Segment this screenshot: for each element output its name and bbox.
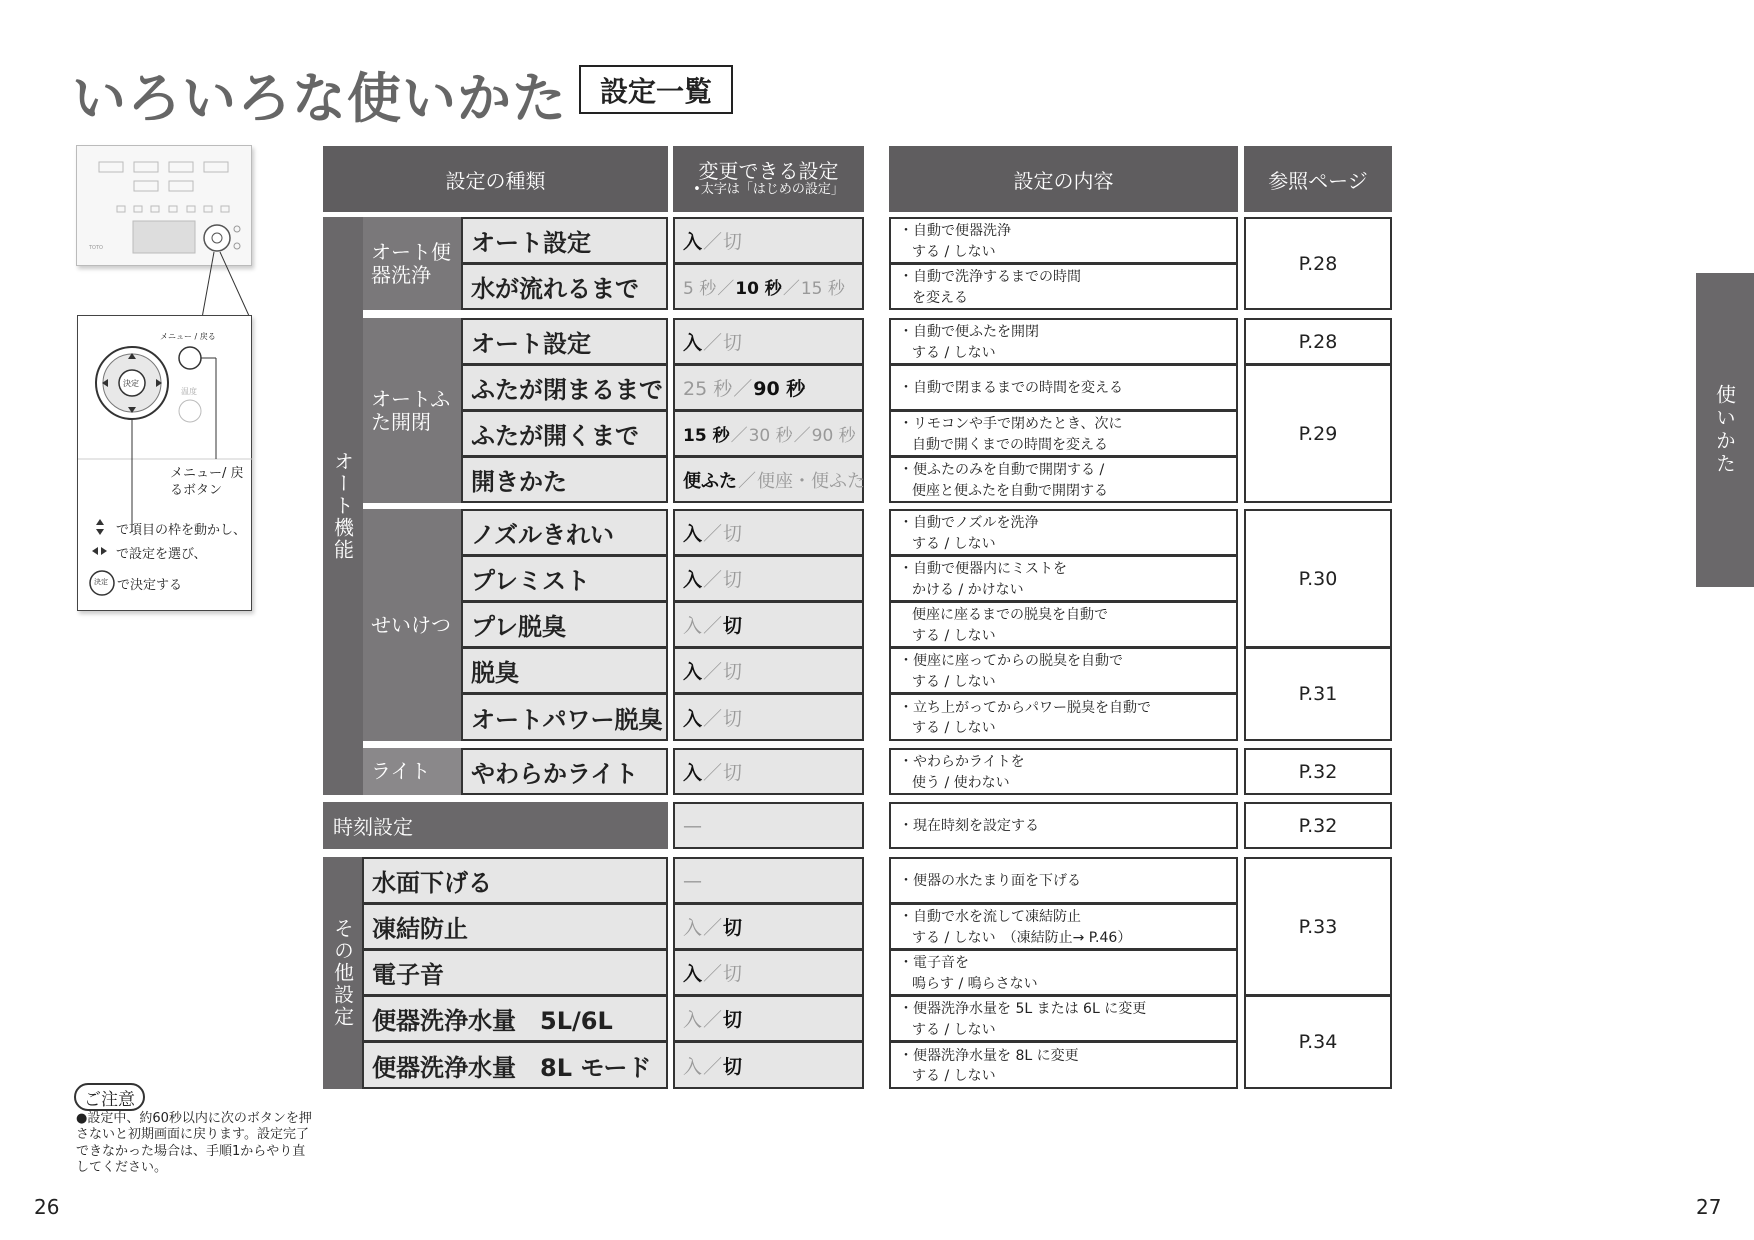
callout-lines [200,250,260,320]
label-beep: 電子音 [362,949,668,996]
label-deodor: 脱臭 [461,647,668,694]
ref-p31[interactable]: P.31 [1244,647,1392,741]
brand-logo: TOTO [89,245,103,251]
label-water-delay: 水が流れるまで [461,263,668,310]
group-other: その他設定 [323,857,363,1089]
remote-illustration [76,145,252,266]
ref-p30[interactable]: P.30 [1244,509,1392,648]
desc-premist: ・自動で便器内にミストを かける / かけない [889,555,1238,602]
setting-lid-open: 15 秒 ／ 30 秒 ／ 90 秒 [673,410,864,457]
page-number-right: 27 [1696,1195,1722,1219]
decide-label: 決定 [123,379,139,388]
setting-auto-lid: 入 ／ 切 [673,318,864,365]
setting-beep: 入 ／ 切 [673,949,864,996]
desc-water-delay: ・自動で洗浄するまでの時間 を変える [889,263,1238,310]
desc-flush-56: ・便器洗浄水量を 5L または 6L に変更 する / しない [889,995,1238,1042]
ref-p34[interactable]: P.34 [1244,995,1392,1089]
desc-deodor: ・便座に座ってからの脱臭を自動で する / しない [889,647,1238,694]
group-auto: オート機能 [323,217,363,795]
page-number-left: 26 [34,1195,60,1219]
setting-auto-power-deodor: 入 ／ 切 [673,693,864,741]
desc-lower-water: ・便器の水たまり面を下げる [889,857,1238,904]
setting-auto-wash: 入 ／ 切 [673,217,864,264]
setting-lower-water: — [673,857,864,904]
group-light: ライト [363,748,462,795]
setting-soft-light: 入 ／ 切 [673,748,864,795]
setting-flush-8: 入 ／ 切 [673,1041,864,1089]
ref-p33[interactable]: P.33 [1244,857,1392,996]
label-nozzle: ノズルきれい [461,509,668,556]
updown-icon [96,519,104,525]
desc-lid-open: ・リモコンや手で閉めたとき、次に 自動で開くまでの時間を変える [889,410,1238,457]
desc-nozzle: ・自動でノズルを洗浄 する / しない [889,509,1238,556]
setting-time: — [673,802,864,849]
group-auto-lid: オートふた開閉 [363,318,462,503]
desc-auto-wash: ・自動で便器洗浄 する / しない [889,217,1238,264]
desc-lid-close: ・自動で閉まるまでの時間を変える [889,364,1238,411]
label-open-method: 開きかた [461,456,668,503]
desc-antifreeze: ・自動で水を流して凍結防止 する / しない （凍結防止→ P.46） [889,903,1238,950]
label-flush-56: 便器洗浄水量 5L/6L [362,995,668,1042]
header-type: 設定の種類 [323,146,668,212]
page-subtitle: 設定一覧 [579,65,733,114]
desc-time: ・現在時刻を設定する [889,802,1238,849]
humidity-label: 温度 [181,387,197,396]
desc-soft-light: ・やわらかライトを 使う / 使わない [889,748,1238,795]
menu-small-label: メニュー / 戻る [160,332,216,341]
desc-auto-lid: ・自動で便ふたを開閉 する / しない [889,318,1238,365]
setting-lid-close: 25 秒 ／ 90 秒 [673,364,864,411]
ref-p28-lid[interactable]: P.28 [1244,318,1392,365]
label-auto-wash: オート設定 [461,217,668,264]
setting-deodor: 入 ／ 切 [673,647,864,694]
group-time: 時刻設定 [323,802,668,849]
side-tab: 使いかた [1696,273,1754,587]
group-clean: せいけつ [363,509,462,741]
setting-water-delay: 5 秒 ／ 10 秒 ／ 15 秒 [673,263,864,310]
ref-p28-wash[interactable]: P.28 [1244,217,1392,310]
setting-open-method: 便ふた ／ 便座・便ふた [673,456,864,503]
desc-open-method: ・便ふたのみを自動で開閉する / 便座と便ふたを自動で開閉する [889,456,1238,503]
instruction-2: で設定を選び、 [116,547,207,562]
ref-p32-time[interactable]: P.32 [1244,802,1392,849]
label-lid-close: ふたが閉まるまで [461,364,668,411]
remote-detail: メニュー / 戻る 決定 温度 メニュー/ 戻るボタン で項目の枠を動かし、 で設定を選び、 決定 で決定する [77,315,252,611]
label-lower-water: 水面下げる [362,857,668,904]
header-changeable: 変更できる設定 •太字は「はじめの設定」 [673,146,864,212]
label-antifreeze: 凍結防止 [362,903,668,950]
setting-antifreeze: 入 ／ 切 [673,903,864,950]
desc-flush-8: ・便器洗浄水量を 8L に変更 する / しない [889,1041,1238,1089]
instruction-3: で決定する [117,578,183,593]
desc-pre-deodor: 便座に座るまでの脱臭を自動で する / しない [889,601,1238,648]
header-ref: 参照ページ [1244,146,1392,212]
menu-button-label: メニュー/ 戻るボタン [170,466,244,498]
leftright-icon [92,547,98,555]
label-auto-lid: オート設定 [461,318,668,365]
ref-p29[interactable]: P.29 [1244,364,1392,503]
caution-text: ●設定中、約60秒以内に次のボタンを押さないと初期画面に戻ります。設定完了できなかった場合は、手順1からやり直してください。 [76,1111,312,1175]
page-title: いろいろな使いかた [72,67,567,130]
ref-p32-light[interactable]: P.32 [1244,748,1392,795]
setting-nozzle: 入 ／ 切 [673,509,864,556]
header-content: 設定の内容 [889,146,1238,212]
label-pre-deodor: プレ脱臭 [461,601,668,648]
setting-premist: 入 ／ 切 [673,555,864,602]
label-flush-8: 便器洗浄水量 8L モード [362,1041,668,1089]
desc-auto-power-deodor: ・立ち上がってからパワー脱臭を自動で する / しない [889,693,1238,741]
label-auto-power-deodor: オートパワー脱臭 [461,693,668,741]
setting-pre-deodor: 入 ／ 切 [673,601,864,648]
label-lid-open: ふたが開くまで [461,410,668,457]
instruction-1: で項目の枠を動かし、 [116,523,247,538]
group-auto-wash: オート便器洗浄 [363,217,462,310]
setting-flush-56: 入 ／ 切 [673,995,864,1042]
label-premist: プレミスト [461,555,668,602]
label-soft-light: やわらかライト [461,748,668,795]
caution-title: ご注意 [74,1083,145,1111]
desc-beep: ・電子音を 鳴らす / 鳴らさない [889,949,1238,996]
